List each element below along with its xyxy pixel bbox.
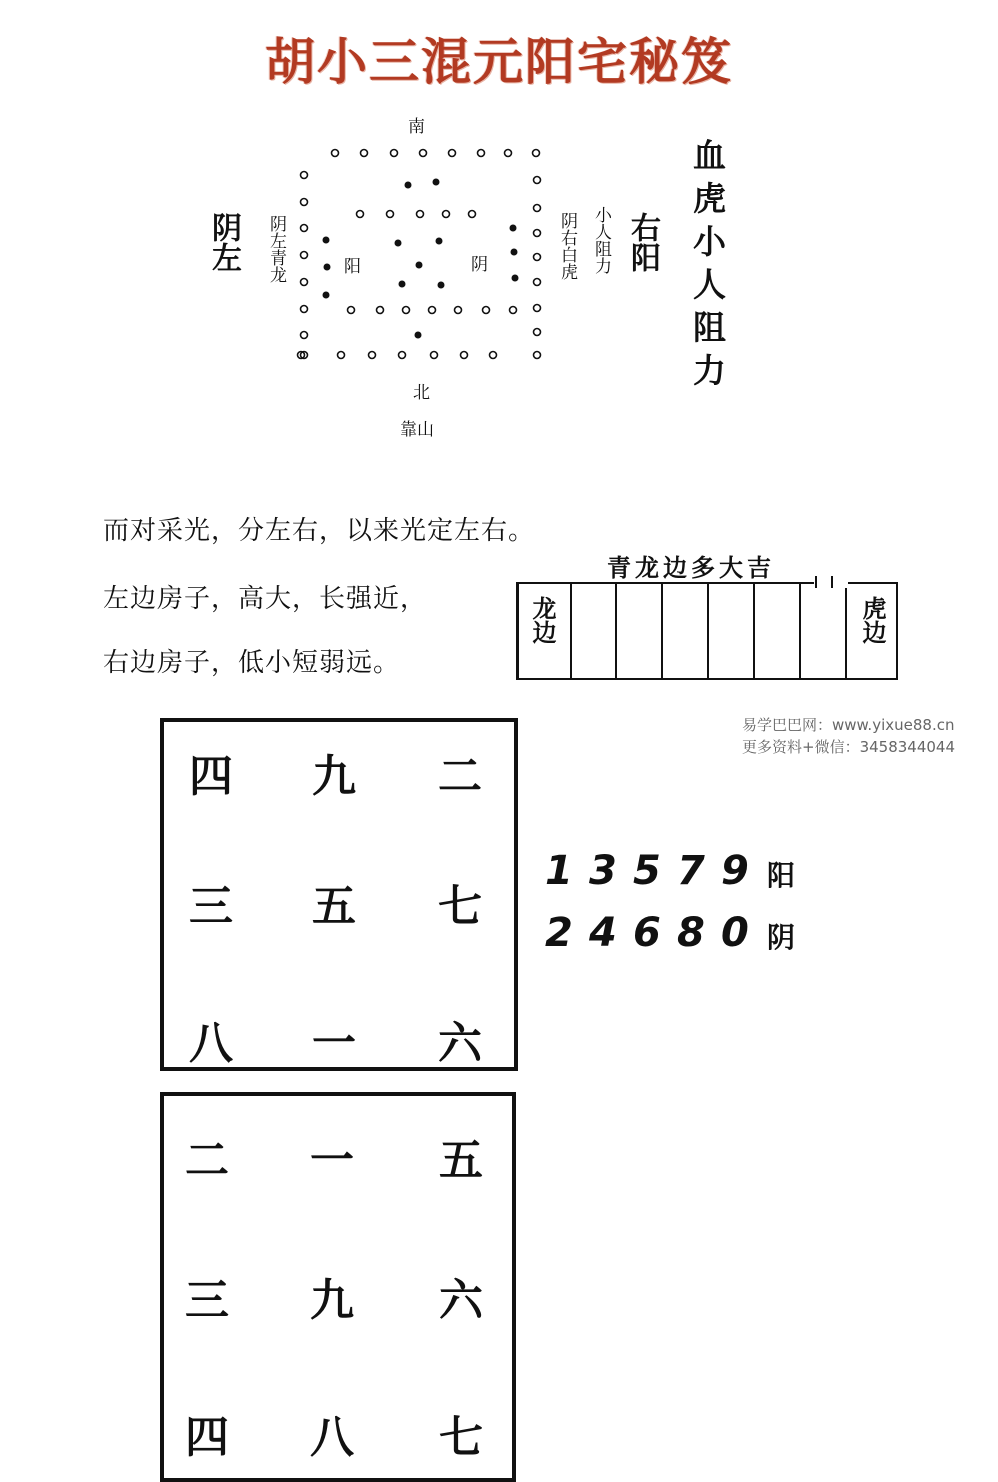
hollow-dot [449, 150, 456, 157]
grid2-cell: 六 [439, 1275, 483, 1326]
grid1-cell: 四 [189, 751, 233, 802]
tiger-side-label: 虎边 [858, 596, 887, 644]
yang-inner-label: 阳 [344, 257, 361, 277]
right-small-label: 小人阻力 [591, 206, 611, 274]
hollow-dot [399, 352, 406, 359]
hollow-dot [348, 307, 355, 314]
yin-label: 阴 [767, 921, 796, 954]
hollow-dot [483, 307, 490, 314]
solid-dot [436, 238, 443, 245]
grid2-cell: 五 [439, 1135, 483, 1186]
hollow-dot [301, 199, 308, 206]
hollow-dot [455, 307, 462, 314]
solid-dot [323, 292, 330, 299]
text-line-3: 右边房子，低小短弱远。 [103, 648, 401, 678]
hollow-dot [417, 211, 424, 218]
hollow-dot [469, 211, 476, 218]
left-inner-label: 阴左青龙 [266, 215, 286, 283]
dragon-side-label: 龙边 [528, 596, 557, 644]
grid2-cell: 七 [439, 1412, 483, 1463]
grid1-cell: 二 [438, 751, 482, 802]
nine-grid-1 [160, 718, 518, 1071]
hollow-dot [534, 279, 541, 286]
hollow-dot [391, 150, 398, 157]
hollow-dot [505, 150, 512, 157]
watermark [742, 714, 955, 758]
grid1-cell: 三 [189, 881, 233, 932]
odd-num: 9 [721, 848, 749, 894]
hollow-dot [301, 279, 308, 286]
odd-num: 3 [589, 848, 617, 894]
hollow-dot [534, 230, 541, 237]
hollow-dot [301, 306, 308, 313]
watermark-line-1: 易学巴巴网：www.yixue88.cn [742, 716, 955, 734]
hollow-dot [369, 352, 376, 359]
hollow-dot [332, 150, 339, 157]
solid-dot [323, 237, 330, 244]
even-num: 4 [589, 910, 617, 956]
solid-dot [512, 275, 519, 282]
yang-label: 阳 [767, 859, 796, 892]
solid-dot [510, 225, 517, 232]
odd-num: 5 [633, 848, 661, 894]
grid2-cell: 八 [310, 1412, 354, 1463]
grid1-cell: 一 [312, 1018, 356, 1069]
solid-dot [433, 179, 440, 186]
hollow-dot [478, 150, 485, 157]
watermark-line-2: 更多资料+微信：3458344044 [742, 738, 956, 756]
even-num: 2 [545, 910, 573, 956]
hollow-dot [534, 305, 541, 312]
solid-dot [438, 282, 445, 289]
north-label: 北 [413, 383, 430, 403]
house-diagram [180, 100, 760, 460]
solid-dot [415, 332, 422, 339]
odd-num: 1 [545, 848, 573, 894]
hollow-dot [534, 352, 541, 359]
hollow-dot [533, 150, 540, 157]
hollow-dot [431, 352, 438, 359]
hollow-dot [403, 307, 410, 314]
back-mountain-label: 靠山 [400, 420, 434, 440]
grid2-cell: 三 [185, 1275, 229, 1326]
grid1-cell: 七 [438, 881, 482, 932]
solid-dot [416, 262, 423, 269]
hollow-dot [429, 307, 436, 314]
grid1-cell: 九 [312, 751, 356, 802]
grid1-cell: 八 [189, 1018, 233, 1069]
hollow-dot [301, 225, 308, 232]
right-inner-label: 阴右白虎 [557, 212, 577, 280]
hollow-dot [301, 252, 308, 259]
grid1-cell: 五 [312, 881, 356, 932]
hollow-dot [461, 352, 468, 359]
right-big-label: 右阳 [625, 212, 660, 272]
hollow-dot [357, 211, 364, 218]
solid-dot [511, 249, 518, 256]
houses-top-label: 青龙边多大吉 [607, 553, 775, 582]
even-num: 0 [721, 910, 749, 956]
grid2-cell: 四 [185, 1412, 229, 1463]
hollow-dot [420, 150, 427, 157]
odd-num: 7 [677, 848, 705, 894]
solid-dot [399, 281, 406, 288]
hollow-dot [510, 307, 517, 314]
hollow-dot [301, 172, 308, 179]
yin-inner-label: 阴 [471, 255, 488, 275]
houses-row [516, 582, 898, 680]
hollow-dot [534, 329, 541, 336]
grid1-cell: 六 [438, 1018, 482, 1069]
solid-dot [324, 264, 331, 271]
grid2-cell: 九 [310, 1275, 354, 1326]
hollow-dot [534, 205, 541, 212]
far-right-label: 血虎小人阻力 [688, 138, 727, 396]
hollow-dot [443, 211, 450, 218]
grid2-cell: 一 [310, 1135, 354, 1186]
text-line-1: 而对采光，分左右，以来光定左右。 [103, 516, 536, 546]
hollow-dot [361, 150, 368, 157]
hollow-dot [338, 352, 345, 359]
page-title: 胡小三混元阳宅秘笈 [265, 32, 733, 91]
hollow-dot [387, 211, 394, 218]
nine-grid-2 [160, 1092, 516, 1482]
solid-dot [405, 182, 412, 189]
south-label: 南 [408, 117, 425, 137]
left-big-label: 阴左 [206, 212, 241, 272]
hollow-dot [534, 254, 541, 261]
hollow-dot [490, 352, 497, 359]
solid-dot [395, 240, 402, 247]
text-line-2: 左边房子，高大，长强近， [103, 584, 428, 614]
even-num: 6 [633, 910, 661, 956]
hollow-dot [301, 332, 308, 339]
even-num: 8 [677, 910, 705, 956]
hollow-dot [377, 307, 384, 314]
hollow-dot [534, 177, 541, 184]
grid2-cell: 二 [185, 1135, 229, 1186]
